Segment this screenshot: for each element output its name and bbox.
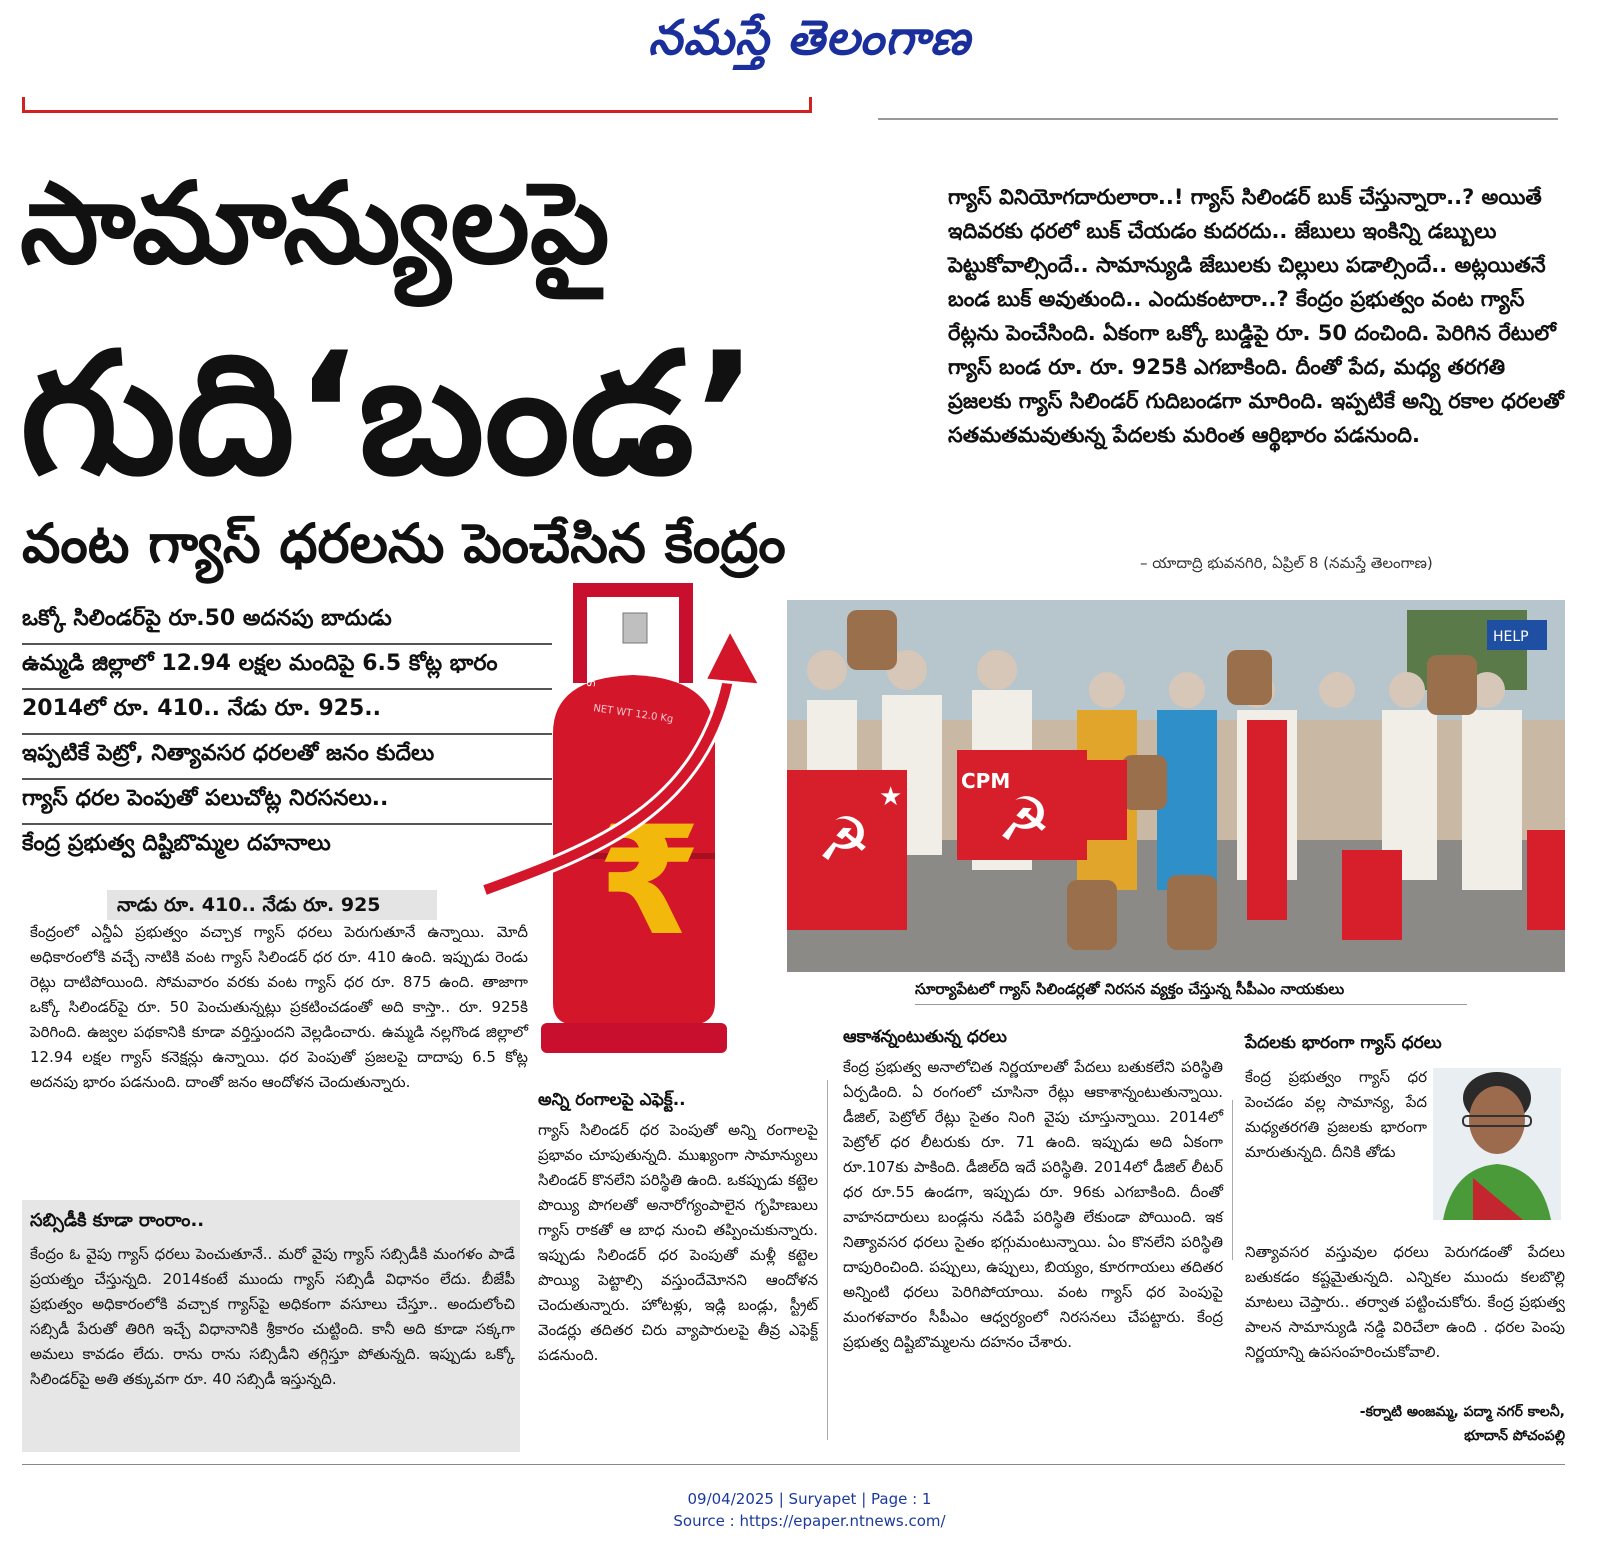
masthead-logo: నమస్తే తెలంగాణ: [648, 10, 971, 66]
masthead-red-rule: [22, 97, 812, 113]
highlight-bullet: కేంద్ర ప్రభుత్వ దిష్టిబొమ్మల దహనాలు: [22, 831, 331, 856]
highlight-bullet: ఒక్కో సిలిండర్‌పై రూ.50 అదనపు బాదుడు: [22, 600, 552, 645]
masthead-grey-rule: [878, 118, 1558, 120]
section-body-effect: గ్యాస్ సిలిండర్ ధర పెంపుతో అన్ని రంగాలపై ప్రభావం చూపుతున్నది. ముఖ్యంగా సామాన్యులు సిలిండర్ కొనలేని పరిస్థితి ఉంది. ఒకప్పుడు కట్టెల పొయ్యి పొగలతో అనారోగ్యంపాలైన గృహిణులు గ్యాస్ రాకతో ఆ బాధ నుంచి తప్పించుకున్నారు. ఇప్పుడు సిలిండర్ ధర పెంపుతో మళ్లీ కట్టెల పొయ్యి పెట్టాల్సి వస్తుందేమోనని ఆందోళన చెందుతున్నారు. హోటళ్లు, ఇడ్లి బండ్లు, స్ట్రీట్ వెండర్లు తదితర చిరు వ్యాపారులపై తీవ్ర ఎఫెక్ట్ పడనుంది.: [538, 1121, 818, 1364]
subheadline: వంట గ్యాస్ ధరలను పెంచేసిన కేంద్రం: [22, 512, 786, 575]
footer-source-link[interactable]: Source : https://epaper.ntnews.com/: [673, 1512, 946, 1530]
signature-line1: -కర్నాటి అంజమ్మ, పద్మా నగర్ కాలనీ,: [1359, 1404, 1565, 1420]
section-body-burden-b: నిత్యావసర వస్తువుల ధరలు పెరుగడంతో పేదలు బతుకడం కష్టమైతున్నది. ఎన్నికల ముందు కలబొల్లి మాటలు చెప్తారు.. తర్వాత పట్టించుకోరు. కేంద్ర ప్రభుత్వ పాలన సామాన్యుడి నడ్డి విరిచేలా ఉంది . ధరల పెంపు నిర్ణయాన్ని ఉపసంహరించుకోవాలి.: [1245, 1243, 1565, 1361]
section-title-effect: అన్ని రంగాలపై ఎఫెక్ట్..: [538, 1090, 686, 1110]
rupee-symbol: ₹: [597, 795, 702, 969]
protest-photo: [787, 600, 1565, 972]
section-title-subsidy: సబ్సిడీకి కూడా రాంరాం..: [30, 1210, 205, 1231]
highlight-bullet: గ్యాస్ ధరల పెంపుతో పలుచోట్ల నిరసనలు..: [22, 780, 552, 825]
star-icon: ★: [879, 782, 903, 812]
column-rule: [1232, 1100, 1233, 1260]
headline-line2: గుది‘బండ’: [20, 316, 758, 512]
intro-paragraph: గ్యాస్ వినియోగదారులారా..! గ్యాస్ సిలిండర్ బుక్ చేస్తున్నారా..? అయితే ఇదివరకు ధరలో బుక్ చేయడం కుదరదు.. జేబులు ఇంకిన్ని డబ్బులు పెట్టుకోవాల్సిందే.. సామాన్యుడి జేబులకు చిల్లులు పడాల్సిందే.. అట్లయితనే బండ బుక్ అవుతుంది.. ఎందుకంటారా..? కేంద్రం ప్రభుత్వం వంట గ్యాస్ రేట్లను పెంచేసింది. ఏకంగా ఒక్కో బుడ్డిపై రూ. 50 దంచింది. పెరిగిన రేటులో గ్యాస్ బండ రూ. రూ. 925కి ఎగబాకింది. దీంతో పేద, మధ్య తరగతి ప్రజలకు గ్యాస్ సిలిండర్ గుదిబండగా మారింది. ఇప్పటికే అన్ని రకాల ధరలతో సతమతమవుతున్న పేదలకు మరింత ఆర్థిభారం పడనుంది.: [948, 185, 1564, 447]
cylinder-weight-label: NET WT 12.0 Kg: [592, 703, 674, 726]
headline-line1: సామాన్యులపై: [20, 159, 610, 289]
section-body-burden-a: కేంద్ర ప్రభుత్వం గ్యాస్ ధర పెంచడం వల్ల సామాన్య, పేద మధ్యతరగతి ప్రజలకు భారంగా మారుతున్నది. దీనికి తోడు: [1245, 1068, 1427, 1161]
section-body-subsidy: కేంద్రం ఓ వైపు గ్యాస్ ధరలు పెంచుతూనే.. మరో వైపు గ్యాస్ సబ్సిడీకి మంగళం పాడే ప్రయత్నం చేస్తున్నది. 2014కంటే ముందు గ్యాస్ సబ్సిడీ విధానం లేదు. బీజేపీ ప్రభుత్వం అధికారంలోకి వచ్చాక గ్యాస్‌పై అధికంగా వసూలు చేస్తూ.. అందులోంచి సబ్సిడీ పేరుతో తిరిగి ఇచ్చే విధానానికి శ్రీకారం చుట్టింది. కానీ అది కూడా సక్కగా అమలు కావడం లేదు. రాను రాను సబ్సిడీని తగ్గిస్తూ పోతున్నది. ఇప్పుడు ఒక్కో సిలిండర్‌పై అతి తక్కువగా రూ. 40 సబ్సిడీ ఇస్తున్నది.: [30, 1245, 515, 1388]
cylinder-label-top: SHVE: [585, 657, 598, 687]
rising-arrow-icon: [475, 610, 785, 910]
signature: [1340, 1400, 1565, 1448]
section-title-price-history: నాడు రూ. 410.. నేడు రూ. 925: [107, 890, 437, 920]
signature-line2: భూదాన్ పోచంపల్లి: [1464, 1428, 1565, 1444]
dateline: – యాదాద్రి భువనగిరి, ఏప్రిల్ 8 (నమస్తే తెలంగాణ): [1140, 554, 1433, 572]
column-rule: [827, 1080, 828, 1440]
section-body-rising-prices: కేంద్ర ప్రభుత్వ అనాలోచిత నిర్ణయాలతో పేదలు బతుకలేని పరిస్థితి ఏర్పడింది. ఏ రంగంలో చూసినా రేట్లు ఆకాశాన్నంటుతున్నాయి. డీజిల్, పెట్రోల్ రేట్లు సైతం నింగి వైపు చూస్తున్నాయి. 2014లో పెట్రోల్ ధర లీటరుకు రూ. 71 ఉంది. ఇప్పుడు అది ఏకంగా రూ.107కు పాకింది. డీజిల్‌ది ఇదే పరిస్థితి. 2014లో డీజిల్ లీటర్ ధర రూ.55 ఉండగా, ఇప్పుడు రూ. 96కు ఎగబాకింది. దీంతో వాహనదారులు బండ్లను నడిపే పరిస్థితి లేకుండా పోయింది. ఇక నిత్యావసర ధరలు సైతం భగ్గుమంటున్నాయి. ఏం కొనలేని పరిస్థితి దాపురించింది. పప్పులు, ఉప్పులు, బియ్యం, కూరగాయలు తదితర అన్నింటి ధరలు పెరిగిపోయాయి. వంట గ్యాస్ ధర పెంపుపై మంగళవారం సీపీఎం ఆధ్వర్యంలో నిరసనలు చేపట్టారు. కేంద్ర ప్రభుత్వ దిష్టిబొమ్మలను దహనం చేశారు.: [843, 1058, 1223, 1351]
caption-rule: [915, 1004, 1467, 1005]
shop-sign-text: HELP: [1493, 629, 1529, 645]
portrait-photo: [1433, 1068, 1561, 1220]
section-body-price-history: కేంద్రంలో ఎన్డీఏ ప్రభుత్వం వచ్చాక గ్యాస్ ధరలు పెరుగుతూనే ఉన్నాయి. మోదీ అధికారంలోకి వచ్చే నాటికి వంట గ్యాస్ సిలిండర్ ధర రూ. 410 ఉంది. ఇప్పుడు రెండు రెట్లు దాటిపోయింది. సోమవారం వరకు వంట గ్యాస్ ధర రూ. 875 ఉంది. తాజాగా ఒక్కో సిలిండర్‌పై రూ. 50 పెంచుతున్నట్లు ప్రకటించడంతో అది కాస్తా.. రూ. 925కి పెరిగింది. ఉజ్వల పథకానికి కూడా వర్తిస్తుందని వెల్లడించారు. ఉమ్మడి నల్లగొండ జిల్లాలో 12.94 లక్షల గ్యాస్ కనెక్షన్లు ఉన్నాయి. ధర పెంపుతో ప్రజలపై దాదాపు 6.5 కోట్ల అదనపు భారం పడనుంది. దాంతో జనం ఆందోళన చెందుతున్నారు.: [30, 923, 528, 1091]
highlight-bullet: ఇప్పటికే పెట్రో, నిత్యావసర ధరలతో జనం కుదేలు: [22, 735, 552, 780]
footer-date-page: 09/04/2025 | Suryapet | Page : 1: [687, 1490, 932, 1508]
highlight-bullets: [22, 600, 552, 868]
photo-caption: సూర్యాపేటలో గ్యాస్ సిలిండర్లతో నిరసన వ్యక్తం చేస్తున్న సీపీఎం నాయకులు: [915, 980, 1345, 998]
highlight-bullet: 2014లో రూ. 410.. నేడు రూ. 925..: [22, 690, 552, 735]
hammer-sickle-icon: ☭: [817, 805, 871, 875]
footer-rule: [22, 1464, 1565, 1465]
section-title-burden: పేదలకు భారంగా గ్యాస్ ధరలు: [1245, 1033, 1442, 1053]
hammer-sickle-icon: ☭: [997, 785, 1051, 855]
section-title-rising-prices: ఆకాశన్నంటుతున్న ధరలు: [843, 1027, 1007, 1047]
footer: [0, 1488, 1619, 1532]
highlight-bullet: ఉమ్మడి జిల్లాలో 12.94 లక్షల మందిపై 6.5 కోట్ల భారం: [22, 645, 552, 690]
flag-text: CPM: [961, 769, 1011, 793]
